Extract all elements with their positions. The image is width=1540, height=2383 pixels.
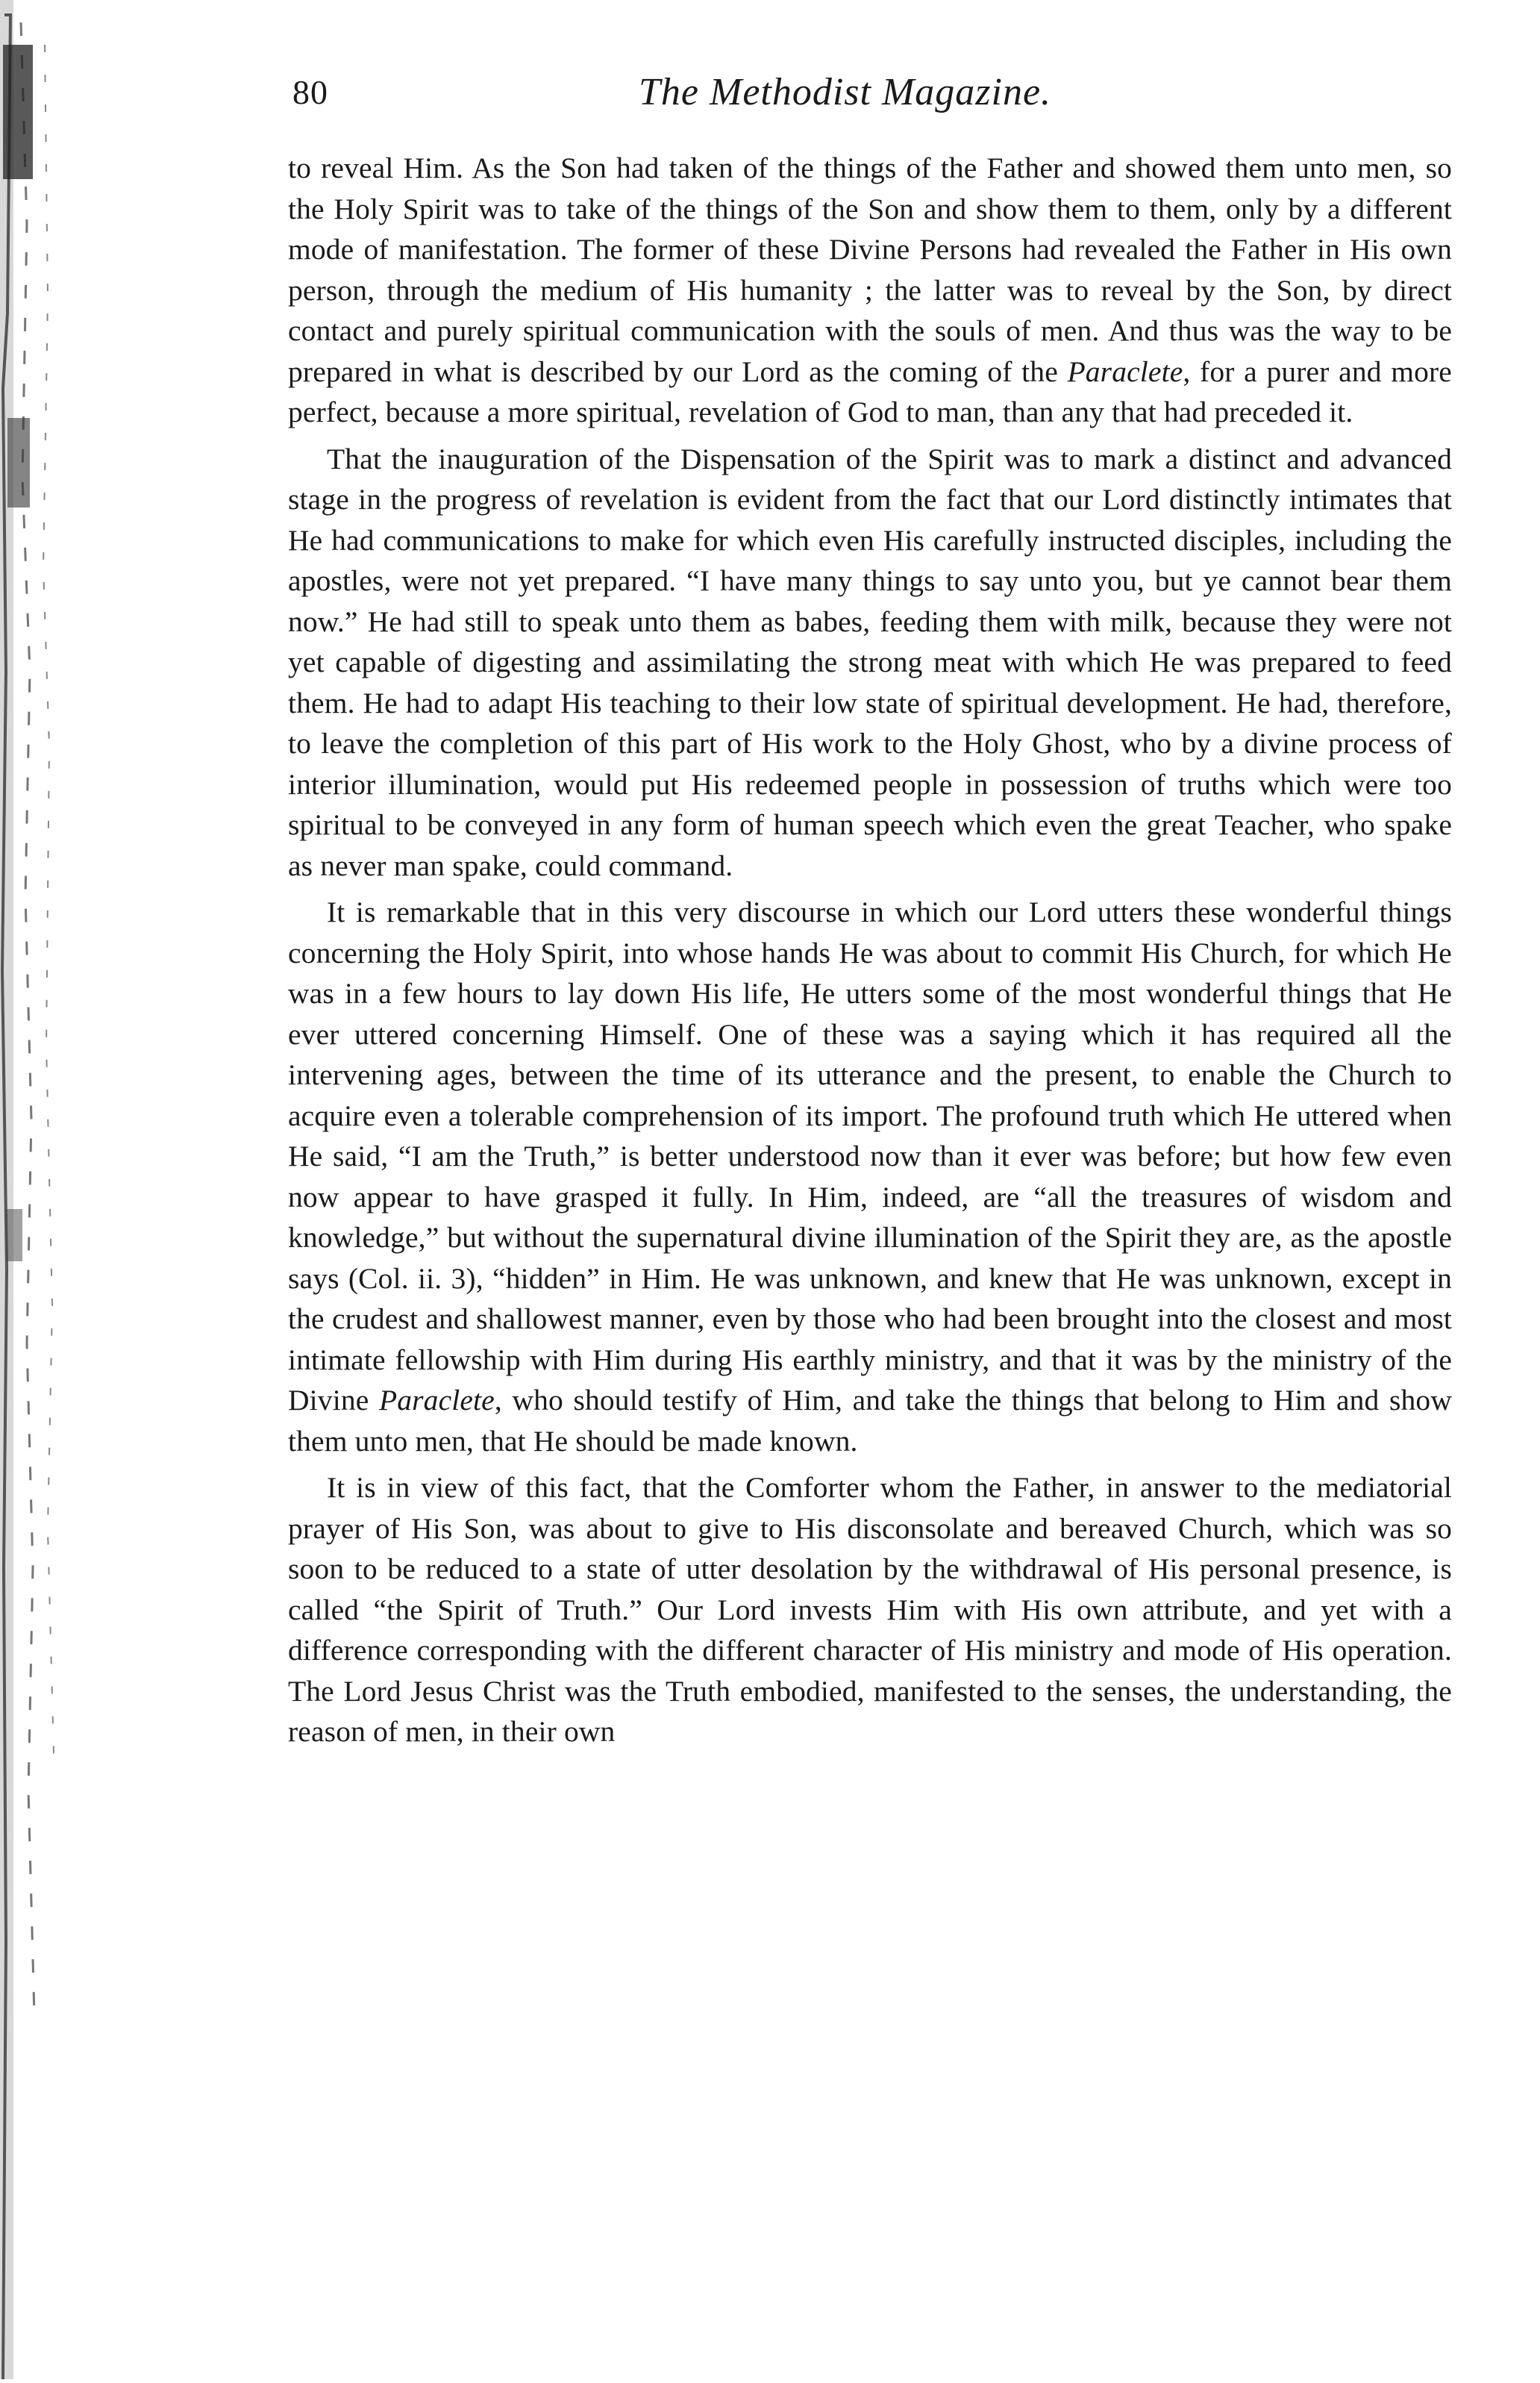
paragraph bbox=[288, 439, 1452, 887]
paragraph-text: It is in view of this fact, that the Comforter whom the Father, in answer to the mediatorial prayer of His Son, was about to give to His disconsolate and bereaved Church, which was so soon to be reduced to a state of utter desolation by the withdrawal of His personal presence, is called “the Spirit of Truth.” Our Lord invests Him with His own attribute, and yet with a difference corresponding with the different character of His ministry and mode of His operation. The Lord Jesus Christ was the Truth embodied, manifested to the senses, the understanding, the reason of men, in their own bbox=[288, 1471, 1452, 1748]
paragraph-text: , for a purer and more perfect, because a more spiritual, revelation of God to man, than any that had preceded it. bbox=[288, 355, 1452, 428]
paragraph bbox=[288, 892, 1452, 1461]
paragraph bbox=[288, 1467, 1452, 1752]
paragraph-text: to reveal Him. As the Son had taken of the things of the Father and showed them unto men, so the Holy Spirit was to take of the things of the Son and show them to them, only by a different mode of manifestation. The former of these Divine Persons had revealed the Father in His own person, through the medium of His humanity ; the latter was to reveal by the Son, by direct contact and purely spiritual communication with the souls of men. And thus was the way to be prepared in what is described by our Lord as the coming of the bbox=[288, 152, 1452, 388]
running-title: The Methodist Magazine. bbox=[639, 71, 1052, 113]
page-binding-edge bbox=[0, 0, 90, 2379]
page-number: 80 bbox=[292, 73, 328, 111]
paragraph bbox=[288, 148, 1452, 433]
article-body bbox=[288, 148, 1452, 1758]
italic-text: Paraclete bbox=[1067, 355, 1183, 388]
paragraph-text: , who should testify of Him, and take the things that belong to Him and show them unto men, that He should be made known. bbox=[288, 1384, 1452, 1458]
paragraph-text: It is remarkable that in this very discourse in which our Lord utters these wonderful things concerning the Holy Spirit, into whose hands He was about to commit His Church, for which He was in a few hours to lay down His life, He utters some of the most wonderful things that He ever uttered concerning Himself. One of these was a saying which it has required all the intervening ages, between the time of its utterance and the present, to enable the Church to acquire even a tolerable comprehension of its import. The profound truth which He uttered when He said, “I am the Truth,” is better understood now than it ever was before; but how few even now appear to have grasped it fully. In Him, indeed, are “all the treasures of wisdom and knowledge,” but without the supernatural divine illumination of the Spirit they are, as the apostle says (Col. ii. 3), “hidden” in Him. He was unknown, and knew that He was unknown, except in the crudest and shallowest manner, even by those who had been brought into the closest and most intimate fellowship with Him during His earthly ministry, and that it was by the ministry of the Divine bbox=[288, 896, 1452, 1417]
italic-text: Paraclete bbox=[378, 1384, 495, 1417]
paragraph-text: That the inauguration of the Dispensation of the Spirit was to mark a distinct and advanced stage in the progress of revelation is evident from the fact that our Lord distinctly intimates that He had communications to make for which even His carefully instructed disciples, including the apostles, were not yet prepared. “I have many things to say unto you, but ye cannot bear them now.” He had still to speak unto them as babes, feeding them with milk, because they were not yet capable of digesting and assimilating the strong meat with which He was prepared to feed them. He had to adapt His teaching to their low state of spiritual development. He had, therefore, to leave the completion of this part of His work to the Holy Ghost, who by a divine process of interior illumination, would put His redeemed people in possession of truths which were too spiritual to be conveyed in any form of human speech which even the great Teacher, who spake as never man spake, could command. bbox=[288, 442, 1452, 882]
page-header bbox=[288, 66, 1452, 119]
